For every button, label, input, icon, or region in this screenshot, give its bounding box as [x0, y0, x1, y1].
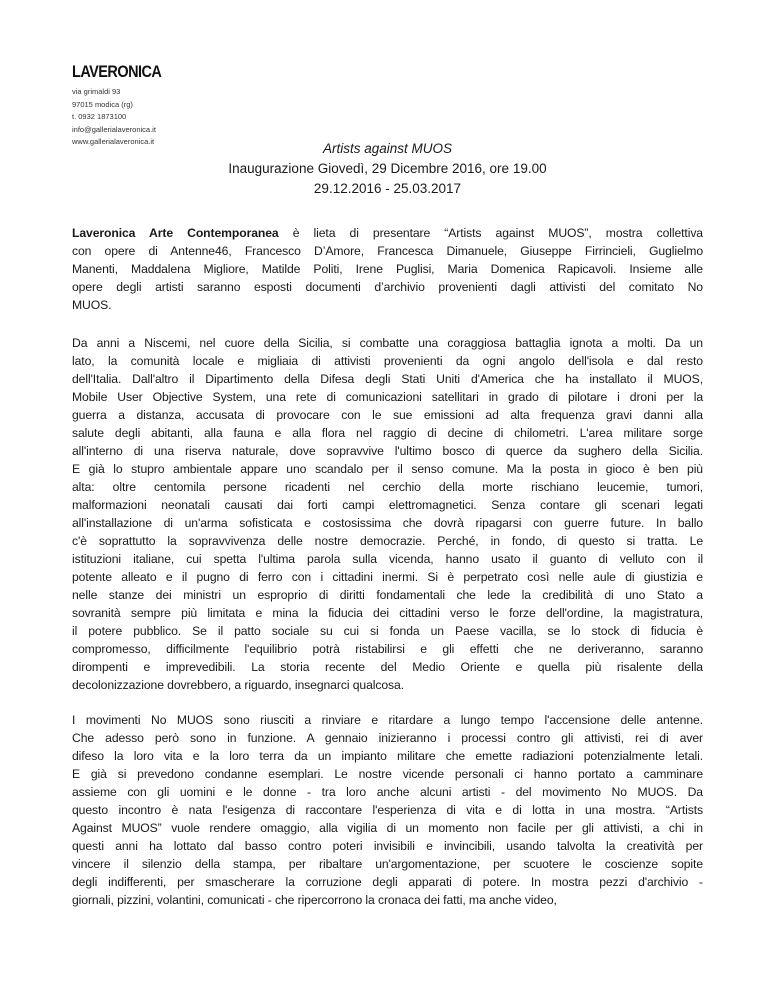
line-text: compromesso, difficilmente l'equilibrio potrà ristabilirsi e gli effetti che ne deriveranno, saranno	[72, 642, 703, 656]
text-line	[72, 442, 703, 460]
text-line	[72, 765, 703, 783]
line-text: potente alleato e il pugno di ferro con i cittadini inermi. Si è perpetrato così nelle aule di giustizia e	[72, 570, 703, 584]
gallery-logo: LAVERONICA	[72, 62, 162, 81]
line-text: lato, la comunità locale e migliaia di attivisti provenienti da ogni angolo dell'isola e dal resto	[72, 354, 703, 368]
line-text: decolonizzazione dovrebbero, a riguardo, insegnarci qualcosa.	[72, 678, 404, 692]
line-text: malformazioni neonatali causati dai forti campi elettromagnetici. Senza contare gli scenari legati	[72, 498, 703, 512]
line-text: MUOS.	[72, 298, 112, 312]
line-text: E già lo stupro ambientale appare uno scandalo per il senso comune. Ma la posta in gioco è ben più	[72, 462, 703, 476]
text-line	[72, 568, 703, 586]
line-text: questo incontro è nata l'esigenza di raccontare l'esperienza di vita e di lotta in una mostra. “Artists	[72, 803, 703, 817]
text-line	[72, 873, 703, 891]
line-text: Manenti, Maddalena Migliore, Matilde Politi, Irene Puglisi, Maria Domenica Rapicavoli. Insieme alle	[72, 262, 703, 276]
text-line	[72, 460, 703, 478]
line-text: all'interno di una riserva naturale, dove sopravvive l'ultimo bosco di querce da sughero della Sicilia.	[72, 444, 703, 458]
exhibition-heading	[72, 139, 703, 199]
line-text: E già si prevedono condanne esemplari. Le nostre vicende personali ci hanno portato a camminare	[72, 767, 703, 781]
line-text: Da anni a Niscemi, nel cuore della Sicilia, si combatte una coraggiosa battaglia ignota a molti. Da un	[72, 336, 703, 350]
text-line	[72, 801, 703, 819]
text-line	[72, 278, 703, 296]
text-line	[72, 711, 703, 729]
text-line	[72, 819, 703, 837]
text-line	[72, 729, 703, 747]
line-text: alta: oltre centomila persone ricadenti nel cerchio della morte rischiano leucemie, tumori,	[72, 480, 703, 494]
line-text: il potere pubblico. Se il patto sociale su cui si fonda un Paese vacilla, se lo stock di fiducia è	[72, 624, 703, 638]
line-text: Mobile User Objective System, una rete di comunicazioni satellitari in grado di pilotare i droni per la	[72, 390, 703, 404]
line-text: è lieta di presentare “Artists against MUOS”, mostra collettiva	[278, 226, 703, 240]
text-line	[72, 532, 703, 550]
text-line	[72, 296, 703, 314]
text-line	[72, 224, 703, 242]
text-line	[72, 604, 703, 622]
text-line	[72, 242, 703, 260]
line-text: Che adesso però sono in funzione. A gennaio inizieranno i processi contro gli attivisti, rei di aver	[72, 731, 703, 745]
exhibition-title: Artists against MUOS	[322, 141, 453, 156]
line-text: dirompenti e imprevedibili. La storia recente del Medio Oriente e quella più risalente della	[72, 660, 703, 674]
text-line	[72, 622, 703, 640]
text-line	[72, 514, 703, 532]
text-line	[72, 837, 703, 855]
line-text: degli indifferenti, per smascherare la corruzione degli apparati di potere. In mostra pezzi d'archivio -	[72, 875, 703, 889]
paragraph-intro	[72, 224, 703, 314]
line-text: I movimenti No MUOS sono riusciti a rinviare e ritardare a lungo tempo l'accensione delle antenne.	[72, 713, 703, 727]
text-line	[72, 334, 703, 352]
line-text: sovranità sempre più limitata e mina la fiducia dei cittadini verso le forze dell'ordine, la magistratura,	[72, 606, 703, 620]
text-line	[72, 496, 703, 514]
address-city: 97015 modica (rg)	[72, 99, 133, 109]
text-line	[72, 260, 703, 278]
line-text: assieme con gli uomini e le donne - tra loro anche alcuni artisti - del movimento No MUOS. Da	[72, 785, 703, 799]
text-line	[72, 406, 703, 424]
line-text: difeso la loro vita e la loro terra da un impianto militare che emette radiazioni potenzialmente letali.	[72, 749, 703, 763]
text-line	[72, 478, 703, 496]
text-line	[72, 586, 703, 604]
text-line	[72, 676, 703, 694]
line-text: questi anni ha lottato dal basso contro poteri invisibili e invincibili, usando talvolta la creatività per	[72, 839, 703, 853]
paragraph-movements	[72, 711, 703, 909]
line-text: nelle stanze dei ministri un esproprio di diritti fondamentali che lede la credibilità di uno Stato a	[72, 588, 703, 602]
text-line	[72, 388, 703, 406]
exhibition-dates: 29.12.2016 - 25.03.2017	[313, 181, 462, 196]
gallery-name-bold: Laveronica Arte Contemporanea	[72, 226, 279, 240]
text-line	[72, 747, 703, 765]
address-email: info@gallerialaveronica.it	[72, 124, 156, 134]
text-line	[72, 855, 703, 873]
address-street: via grimaldi 93	[72, 87, 121, 96]
opening-info: Inaugurazione Giovedì, 29 Dicembre 2016, ore 19.00	[228, 161, 547, 176]
paragraph-context	[72, 334, 703, 694]
text-line	[72, 658, 703, 676]
line-text: opere degli artisti saranno esposti documenti d’archivio provenienti dagli attivisti del comitato No	[72, 280, 703, 294]
text-line	[72, 370, 703, 388]
line-text: con opere di Antenne46, Francesco D’Amore, Francesca Dimanuele, Giuseppe Firrincieli, Guglielmo	[72, 244, 703, 258]
line-text: istituzioni italiane, cui spetta l'ultima parola sulla vicenda, hanno usato il guanto di velluto con il	[72, 552, 703, 566]
line-text: guerra a distanza, accusata di provocare con le sue emissioni ad alta frequenza gravi danni alla	[72, 408, 703, 422]
text-line	[72, 352, 703, 370]
address-phone: t. 0932 1873100	[72, 112, 127, 121]
line-text: salute degli abitanti, alla fauna e alla flora nel raggio di decine di chilometri. L'area militare sorge	[72, 426, 703, 440]
text-line	[72, 783, 703, 801]
line-text: Against MUOS” vuole rendere omaggio, alla vigilia di un momento non facile per gli attivisti, a chi in	[72, 821, 703, 835]
text-line	[72, 640, 703, 658]
text-line	[72, 424, 703, 442]
text-line	[72, 550, 703, 568]
line-text: c'è soprattutto la sopravvivenza delle nostre democrazie. Perché, in fondo, di questo si tratta. Le	[72, 534, 703, 548]
line-text: vincere il silenzio della stampa, per ribaltare un'argomentazione, per scuotere le coscienze sopite	[72, 857, 703, 871]
line-text: dell'Italia. Dall'altro il Dipartimento della Difesa degli Stati Uniti d'America che ha installato il MUOS,	[72, 372, 703, 386]
line-text: giornali, pizzini, volantini, comunicati - che ripercorrono la cronaca dei fatti, ma anche video,	[72, 893, 557, 907]
line-text: all'installazione di un'arma sofisticata e costosissima che dovrà ripagarsi con guerre future. In ballo	[72, 516, 703, 530]
text-line	[72, 891, 703, 909]
address-website: www.gallerialaveronica.it	[72, 137, 155, 146]
